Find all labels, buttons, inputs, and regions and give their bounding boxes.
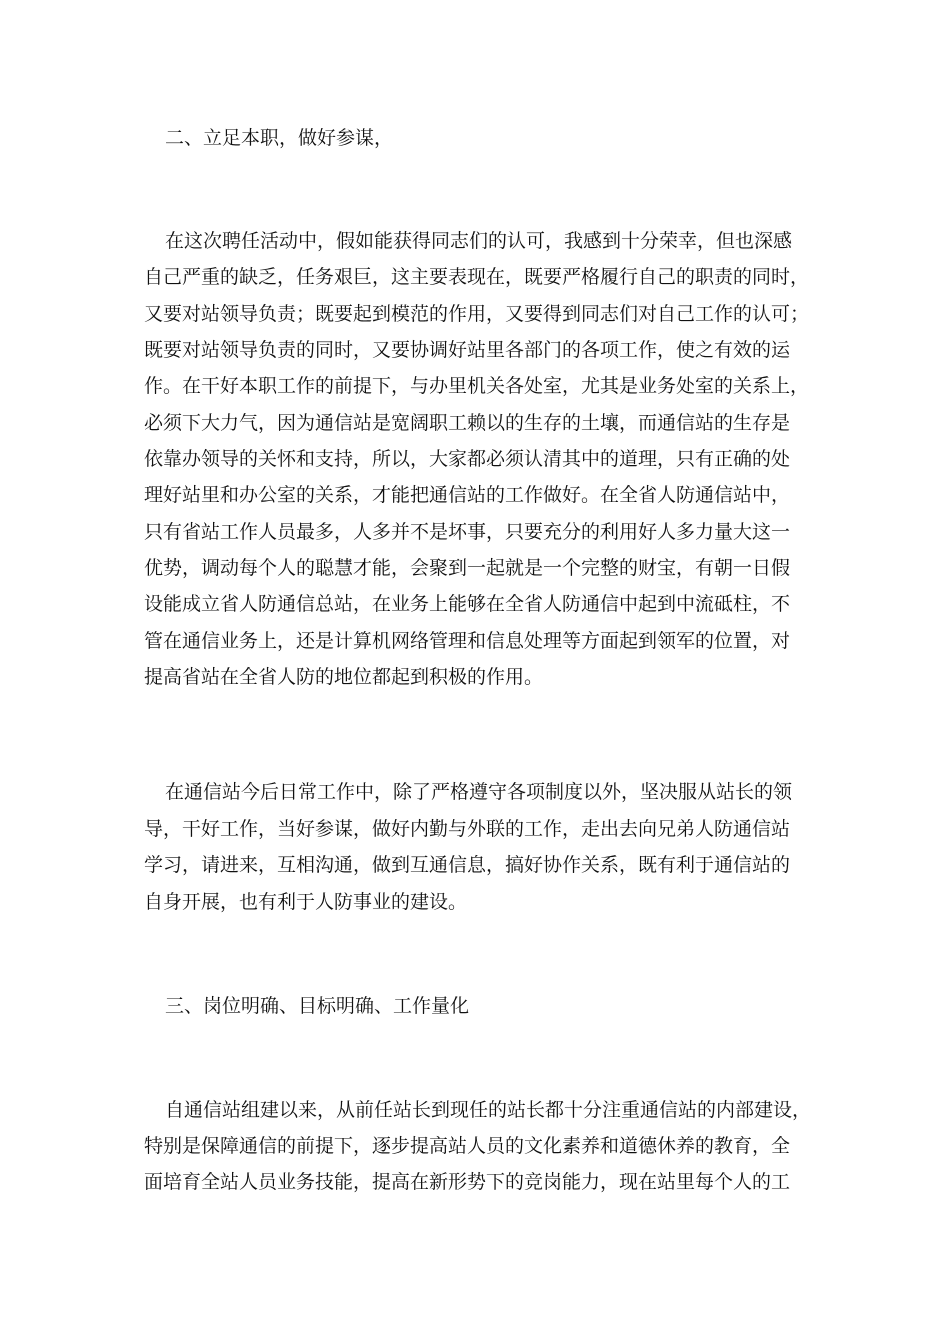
section-heading-three: 三、岗位明确、目标明确、工作量化 [165, 995, 470, 1017]
paragraph-line: 必须下大力气，因为通信站是宽阔职工赖以的生存的土壤，而通信站的生存是 [144, 412, 791, 434]
section-heading-two: 二、立足本职，做好参谋， [165, 127, 394, 149]
paragraph-line: 只有省站工作人员最多，人多并不是坏事，只要充分的利用好人多力量大这一 [144, 521, 791, 543]
paragraph-line: 特别是保障通信的前提下，逐步提高站人员的文化素养和道德休养的教育，全 [144, 1135, 791, 1157]
paragraph-line: 自身开展，也有利于人防事业的建设。 [144, 891, 468, 913]
paragraph-line: 在通信站今后日常工作中，除了严格遵守各项制度以外，坚决服从站长的领 [165, 781, 793, 803]
paragraph-line: 提高省站在全省人防的地位都起到积极的作用。 [144, 666, 544, 688]
paragraph-line: 优势，调动每个人的聪慧才能，会聚到一起就是一个完整的财宝，有朝一日假 [144, 557, 791, 579]
paragraph-line: 自己严重的缺乏，任务艰巨，这主要表现在，既要严格履行自己的职责的同时， [144, 266, 810, 288]
paragraph-line: 在这次聘任活动中，假如能获得同志们的认可，我感到十分荣幸，但也深感 [165, 230, 793, 252]
paragraph-line: 自通信站组建以来，从前任站长到现任的站长都十分注重通信站的内部建设， [165, 1099, 812, 1121]
paragraph-line: 依靠办领导的关怀和支持，所以，大家都必须认清其中的道理，只有正确的处 [144, 448, 791, 470]
paragraph-line: 设能成立省人防通信总站，在业务上能够在全省人防通信中起到中流砥柱，不 [144, 593, 791, 615]
paragraph-line: 学习，请进来，互相沟通，做到互通信息，搞好协作关系，既有利于通信站的 [144, 854, 791, 876]
paragraph-line: 理好站里和办公室的关系，才能把通信站的工作做好。在全省人防通信站中， [144, 484, 791, 506]
paragraph-line: 作。在干好本职工作的前提下，与办里机关各处室，尤其是业务处室的关系上， [144, 375, 810, 397]
paragraph-line: 面培育全站人员业务技能，提高在新形势下的竞岗能力，现在站里每个人的工 [144, 1171, 791, 1193]
paragraph-line: 管在通信业务上，还是计算机网络管理和信息处理等方面起到领军的位置，对 [144, 630, 791, 652]
paragraph-line: 导，干好工作，当好参谋，做好内勤与外联的工作，走出去向兄弟人防通信站 [144, 818, 791, 840]
paragraph-line: 又要对站领导负责；既要起到模范的作用，又要得到同志们对自己工作的认可； [144, 303, 810, 325]
paragraph-line: 既要对站领导负责的同时，又要协调好站里各部门的各项工作，使之有效的运 [144, 339, 791, 361]
